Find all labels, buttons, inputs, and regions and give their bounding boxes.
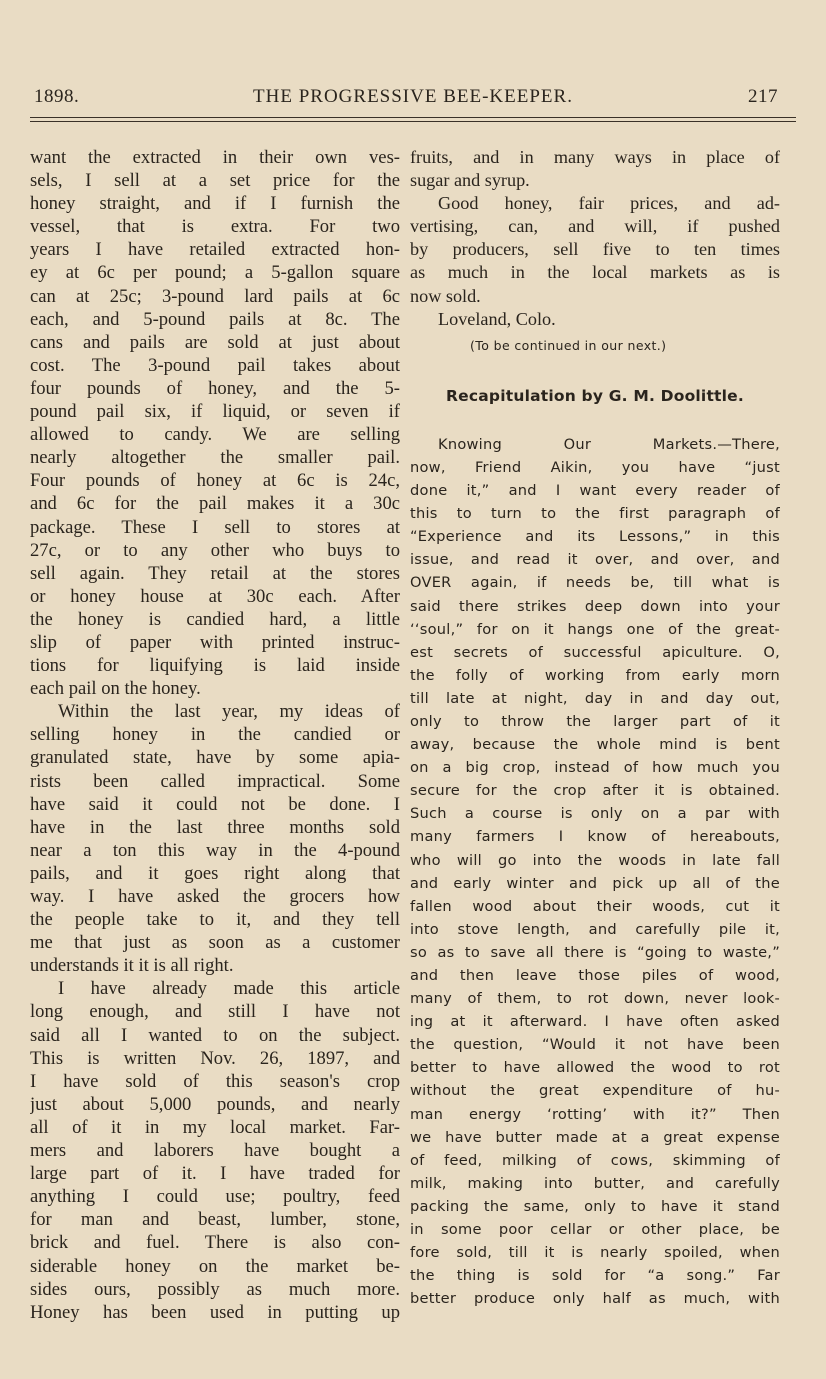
text-line: package. These I sell to stores at (30, 516, 400, 538)
text-line: for man and beast, lumber, stone, (30, 1209, 400, 1231)
left-column (30, 146, 400, 1324)
text-line: 27c, or to any other who buys to (30, 539, 400, 561)
text-line: each pail on the honey. (30, 678, 201, 700)
text-line: many farmers I know of hereabouts, (410, 828, 780, 846)
text-line: anything I could use; poultry, feed (30, 1186, 400, 1208)
text-line: sugar and syrup. (410, 170, 530, 191)
text-line: we have butter made at a great expense (410, 1128, 780, 1146)
text-line: vessel, that is extra. For two (30, 216, 400, 238)
text-line: secure for the crop after it is obtained. (410, 782, 780, 800)
text-line: brick and fuel. There is also con- (30, 1232, 400, 1254)
text-line: ‘‘soul,” for on it hangs one of the great- (410, 620, 780, 638)
text-line: four pounds of honey, and the 5- (30, 377, 400, 399)
header-title: THE PROGRESSIVE BEE-KEEPER. (253, 86, 573, 107)
text-line: Honey has been used in putting up (30, 1301, 400, 1323)
text-line: me that just as soon as a customer (30, 932, 400, 954)
text-line: this to turn to the first paragraph of (410, 505, 780, 523)
text-line: and early winter and pick up all of the (410, 874, 780, 892)
text-line: said all I wanted to on the subject. (30, 1024, 400, 1046)
text-line: Knowing Our Markets.—There, (438, 435, 780, 453)
text-line: siderable honey on the market be- (30, 1255, 400, 1277)
text-line: of feed, milking of cows, skimming of (410, 1151, 780, 1169)
text-line: or honey house at 30c each. After (30, 585, 400, 607)
text-line: said there strikes deep down into your (410, 597, 780, 615)
text-line: now sold. (410, 285, 481, 306)
text-line: Such a course is only on a par with (410, 805, 780, 823)
text-line: the thing is sold for “a song.” Far (410, 1267, 780, 1285)
text-line: all of it in my local market. Far- (30, 1116, 400, 1138)
text-line: vertising, can, and will, if pushed (410, 216, 780, 237)
text-line: away, because the whole mind is bent (410, 736, 780, 754)
text-line: the people take to it, and they tell (30, 909, 400, 931)
text-line: Four pounds of honey at 6c is 24c, (30, 470, 400, 492)
text-line: granulated state, have by some apia- (30, 747, 400, 769)
text-line: till late at night, day in and day out, (410, 689, 780, 707)
continued-note: (To be continued in our next.) (470, 337, 667, 353)
text-line: Within the last year, my ideas of (58, 701, 400, 723)
text-line: now, Friend Aikin, you have “just (410, 458, 780, 476)
text-line: I have already made this article (58, 978, 400, 1000)
text-line: want the extracted in their own ves- (30, 147, 400, 168)
text-line: only to throw the larger part of it (410, 712, 780, 730)
header-rule-top (30, 117, 796, 118)
text-line: long enough, and still I have not (30, 1001, 400, 1023)
text-line: OVER again, if needs be, till what is (410, 574, 780, 592)
right-column (410, 146, 780, 1310)
text-line: fruits, and in many ways in place of (410, 147, 780, 167)
text-line: near a ton this way in the 4-pound (30, 839, 400, 861)
text-line: “Experience and its Lessons,” in this (410, 528, 780, 546)
text-line: sels, I sell at a set price for the (30, 170, 400, 192)
text-line: est secrets of successful apiculture. O, (410, 643, 780, 661)
text-line: man energy ‘rotting’ with it?” Then (410, 1105, 780, 1123)
text-line: and 6c for the pail makes it a 30c (30, 493, 400, 515)
text-line: This is written Nov. 26, 1897, and (30, 1047, 400, 1069)
text-line: who will go into the woods in late fall (410, 851, 780, 869)
text-line: milk, making into butter, and carefully (410, 1174, 780, 1192)
text-line: each, and 5-pound pails at 8c. The (30, 308, 400, 330)
text-line: way. I have asked the grocers how (30, 886, 400, 907)
right-column-continuation (410, 146, 780, 331)
text-line: pails, and it goes right along that (30, 862, 400, 884)
text-line: without the great expenditure of hu- (410, 1082, 780, 1100)
text-line: selling honey in the candied or (30, 724, 400, 746)
text-line: ing at it afterward. I have often asked (410, 1013, 780, 1031)
text-line: allowed to candy. We are selling (30, 424, 400, 446)
header-rule-bottom (30, 121, 796, 122)
text-line: Good honey, fair prices, and ad- (438, 193, 780, 214)
text-line: the question, “Would it not have been (410, 1036, 780, 1054)
text-line: fore sold, till it is nearly spoiled, when (410, 1244, 780, 1262)
text-line: have in the last three months sold (30, 816, 400, 838)
text-line: have said it could not be done. I (30, 793, 400, 815)
text-line: slip of paper with printed instruc- (30, 631, 400, 653)
text-line: on a big crop, instead of how much you (410, 759, 780, 777)
text-line: the folly of working from early morn (410, 666, 780, 684)
text-line: and then leave those piles of wood, (410, 967, 780, 984)
text-line: can at 25c; 3-pound lard pails at 6c (30, 285, 400, 307)
text-line: sides ours, possibly as much more. (30, 1278, 400, 1300)
text-line: mers and laborers have bought a (30, 1140, 400, 1162)
text-line: better to have allowed the wood to rot (410, 1059, 780, 1077)
text-line: honey straight, and if I furnish the (30, 193, 400, 215)
section-heading: Recapitulation by G. M. Doolittle. (446, 386, 744, 405)
text-line: many of them, to rot down, never look- (410, 990, 780, 1008)
text-line: nearly altogether the smaller pail. (30, 447, 400, 469)
text-line: by producers, sell five to ten times (410, 239, 780, 260)
text-line: the honey is candied hard, a little (30, 608, 400, 630)
text-line: issue, and read it over, and over, and (410, 551, 780, 569)
text-line: Loveland, Colo. (438, 308, 556, 329)
text-line: into stove length, and carefully pile it, (410, 920, 780, 938)
text-line: ey at 6c per pound; a 5-gallon square (30, 262, 400, 284)
text-line: fallen wood about their woods, cut it (410, 897, 780, 915)
text-line: done it,” and I want every reader of (410, 482, 780, 500)
text-line: better produce only half as much, with (410, 1290, 780, 1308)
text-line: tions for liquifying is laid inside (30, 655, 400, 677)
text-line: understands it it is all right. (30, 955, 234, 977)
text-line: cans and pails are sold at just about (30, 331, 400, 353)
text-line: as much in the local markets as is (410, 262, 780, 283)
page-number: 217 (748, 86, 778, 107)
text-line: rists been called impractical. Some (30, 770, 400, 792)
text-line: pound pail six, if liquid, or seven if (30, 401, 400, 423)
running-header (30, 86, 796, 112)
text-line: sell again. They retail at the stores (30, 562, 400, 584)
header-year: 1898. (34, 86, 80, 107)
text-line: years I have retailed extracted hon- (30, 239, 400, 261)
recapitulation-body (410, 433, 780, 1311)
text-line: cost. The 3-pound pail takes about (30, 354, 400, 376)
text-line: packing the same, only to have it stand (410, 1197, 780, 1215)
text-line: in some poor cellar or other place, be (410, 1221, 780, 1239)
text-line: I have sold of this season's crop (30, 1070, 400, 1092)
text-line: just about 5,000 pounds, and nearly (30, 1093, 400, 1115)
text-line: large part of it. I have traded for (30, 1163, 400, 1185)
text-line: so as to save all there is “going to waste,” (410, 943, 780, 961)
